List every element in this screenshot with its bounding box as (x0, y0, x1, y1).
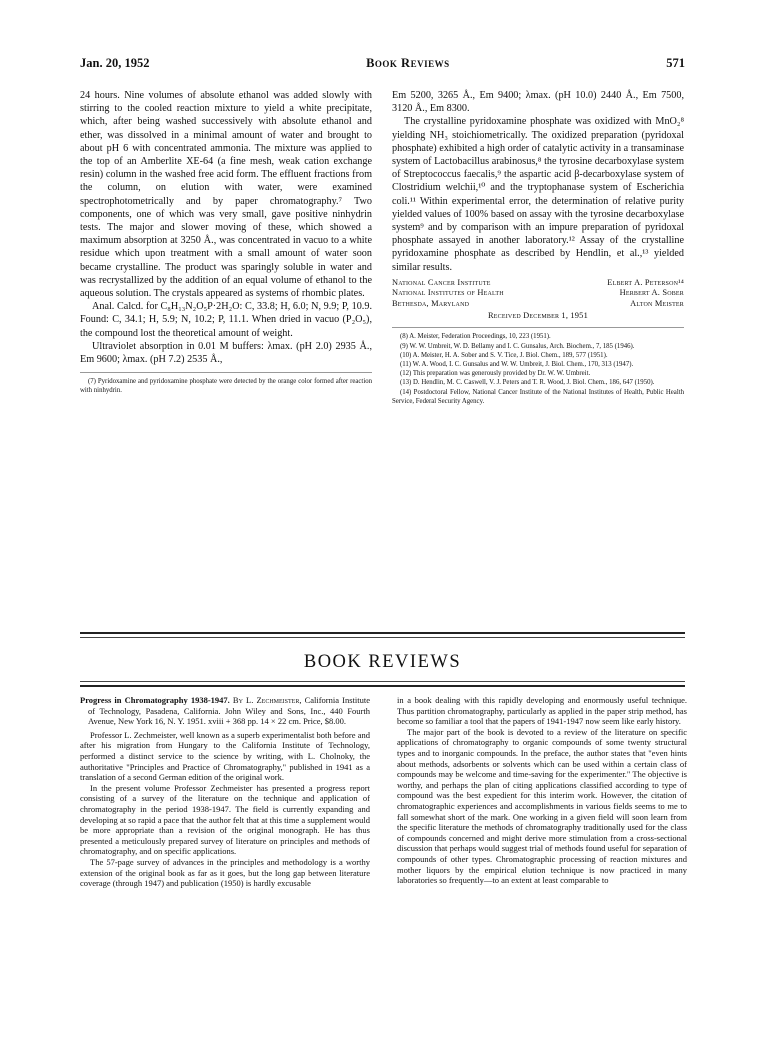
left-paragraph-uv: Ultraviolet absorption in 0.01 M buffers: λmax. (pH 2.0) 2935 Å., Em 9600; λmax. (pH 7.2) 2535 Å., (80, 340, 372, 366)
header-page-number: 571 (666, 56, 685, 70)
footnote-9: (9) W. W. Umbreit, W. D. Bellamy and I. C. Gunsalus, Arch. Biochem., 7, 185 (1946). (400, 342, 635, 350)
affiliation-nih: National Institutes of Health (392, 288, 504, 298)
review-left-paragraph-2: In the present volume Professor Zechmeister has presented a progress report consisting of a survey of the literature on the technique and application of chromatography in the period 1938-1947. The field is currently expanding and developing at so rapid a pace that the author felt that at this time a supplement would be more appropriate than a revision of the original monograph. He has thus presented a meticulously prepared survey of literature on principles and methods of chromatography, and on specific applications. (80, 782, 370, 857)
running-header (80, 56, 685, 71)
author-meister: Alton Meister (630, 298, 684, 308)
review-left-paragraph-3: The 57-page survey of advances in the principles and methodology is a worthy extension of the original book as far as it goes, but the long gap between literature coverage (through 1947) and publication (1950) is hardly excusable (80, 856, 370, 889)
affiliation-institute: National Cancer Institute (392, 277, 491, 287)
review-right-paragraph-2: The major part of the book is devoted to a review of the literature on specific applications of chromatography to organic compounds of some twenty structural types and to inorganic compounds. In the preface, the author states that "even hints about methods, adsorbents or solvents which can be used within a certain class of compounds may be welcome and time-saving for the experimenter." The objective is worthy, and perhaps the plan of citing applications classified according to type of compound was the best expedient for this interim work. However, the citation of chromatographic experiences and accomplishments in various fields seems to me to fall somewhat short of the mark. One working in a given field will soon learn from the specific literature the methods of chromatography traditionally used for the class of compounds concerned and might derive more stimulation from a cross-sectional discussion that perhaps would suggest trial of methods found useful for separation of compounds of other types. Chromatographic processing of reaction mixtures and mother liquors by the empirical elution technique is now practiced in many laboratories so frequently—to an extent at least comparable to (397, 726, 687, 886)
review-right-paragraph-1: in a book dealing with this rapidly developing and enormously useful technique. Thus partition chromatography, particularly as applied in the paper strip method, has become so familiar a tool that the papers of 1941-1947 now seem like early history. (397, 695, 687, 727)
footnote-7: (7) Pyridoxamine and pyridoxamine phosphate were detected by the orange color formed after reaction with ninhydrin. (80, 378, 372, 395)
author-peterson: Elbert A. Peterson¹⁴ (607, 277, 684, 287)
review-right-column (397, 695, 687, 886)
left-paragraph-1: 24 hours. Nine volumes of absolute ethanol was added slowly with stirring to the cooled reaction mixture to yield a white precipitate, which, after being washed successively with absolute ethanol and ether, was dissolved in a minimal amount of water and brought to about pH 6 with concentrated ammonia. The mixture was applied to the top of an Amberlite XE-64 (a fine mesh, weak cation exchange resin) column in the washed free acid form. The effluent fractions from the column, on elution with water, were examined spectrophotometrically and by paper chromatography.⁷ Two components, one of which was very small, gave positive ninhydrin tests. The major and slower moving of these, which showed a maximum absorption at 3250 Å., was concentrated in vacuo to a white residue which upon treatment with a small amount of water soon became crystalline. The product was sparingly soluble in water and was recrystallized by the addition of an equal volume of ethanol to the aqueous solution. The crystals appeared as systems of rhombic plates. (80, 90, 372, 300)
footnote-12: (12) This preparation was generously provided by Dr. W. W. Umbreit. (400, 370, 591, 378)
right-footnotes (392, 327, 684, 406)
received-date: Received December 1, 1951 (488, 311, 588, 321)
section-rule-bottom (80, 685, 685, 687)
footnote-11: (11) W. A. Wood, I. C. Gunsalus and W. W. Umbreit, J. Biol. Chem., 170, 313 (1947). (400, 361, 634, 369)
review-book-publisher: California Institute of Technology, Pasadena, California. John Wiley and Sons, Inc., 440 Fourth Avenue, New York 16, N. Y. 1951. xviii + 368 pp. 14 × 22 cm. Price, $8.00. (88, 695, 370, 727)
review-book-author: By L. Zechmeister, (232, 695, 302, 705)
right-paragraph-2: The crystalline pyridoxamine phosphate was oxidized with MnO₂⁸ yielding NH₃ stoichiometrically. The oxidized preparation (pyridoxal phosphate) exhibited a high order of catalytic activity in a transaminase system of Lactobacillus arabinosus,⁸ the tyrosine decarboxylase system of Streptococcus faecalis,⁹ the aspartic acid β-decarboxylase system of Clostridium welchii,¹⁰ and the tryptophanase system of Escherichia coli.¹¹ Within experimental error, the determination of relative purity yielded values of 100% based on assay with the tyrosine decarboxylase system⁹ and by comparison with an impure preparation of pyridoxal phosphate assayed in another laboratory.¹² Assay of the crystalline pyridoxamine phosphate as described by Hendlin, et al.,¹³ yielded similar results. (392, 116, 684, 273)
left-footnotes (80, 372, 372, 395)
review-left-column (80, 695, 370, 889)
review-book-title: Progress in Chromatography 1938-1947. (80, 695, 230, 705)
header-section: Book Reviews (366, 56, 450, 70)
review-entry-citation (80, 695, 370, 727)
author-sober: Herbert A. Sober (619, 288, 684, 298)
section-rule-top-thin (80, 637, 685, 638)
review-left-paragraph-1: Professor L. Zechmeister, well known as a superb experimentalist both before and after his migration from Hungary to the California Institute of Technology, performed a distinct service to the science by writing, with L. Cholnoky, the authoritative "Principles and Practice of Chromatography," published in 1941 as a translation of a second German edition of the original work. (80, 729, 370, 783)
section-rule-bottom-thin (80, 681, 685, 682)
affiliation-location: Bethesda, Maryland (392, 298, 470, 308)
left-column (80, 89, 372, 396)
footnote-13: (13) D. Hendlin, M. C. Caswell, V. J. Peters and T. R. Wood, J. Biol. Chem., 186, 647 (1950). (400, 379, 655, 387)
footnote-10: (10) A. Meister, H. A. Sober and S. V. Tice, J. Biol. Chem., 189, 577 (1951). (400, 351, 608, 359)
book-reviews-title: BOOK REVIEWS (303, 652, 462, 672)
footnote-8: (8) A. Meister, Federation Proceedings, 10, 223 (1951). (400, 333, 551, 341)
footnote-14: (14) Postdoctoral Fellow, National Cancer Institute of the National Institutes of Health, Public Health Service, Federal Security Agency. (392, 388, 684, 405)
header-date: Jan. 20, 1952 (80, 56, 150, 70)
right-column (392, 89, 684, 406)
section-rule-top (80, 632, 685, 634)
author-affiliation (392, 278, 684, 322)
left-paragraph-analysis: Anal. Calcd. for C₈H₁₃N₂O₅P·2H₂O: C, 33.8; H, 6.0; N, 9.9; P, 10.9. Found: C, 34.1; H, 5.9; N, 10.2; P, 11.1. When dried in vacuo (P₂O₅), the compound lost the theoretical amount of weight. (80, 301, 372, 339)
right-paragraph-1: Em 5200, 3265 Å., Em 9400; λmax. (pH 10.0) 2440 Å., Em 7500, 3120 Å., Em 8300. (392, 90, 684, 115)
